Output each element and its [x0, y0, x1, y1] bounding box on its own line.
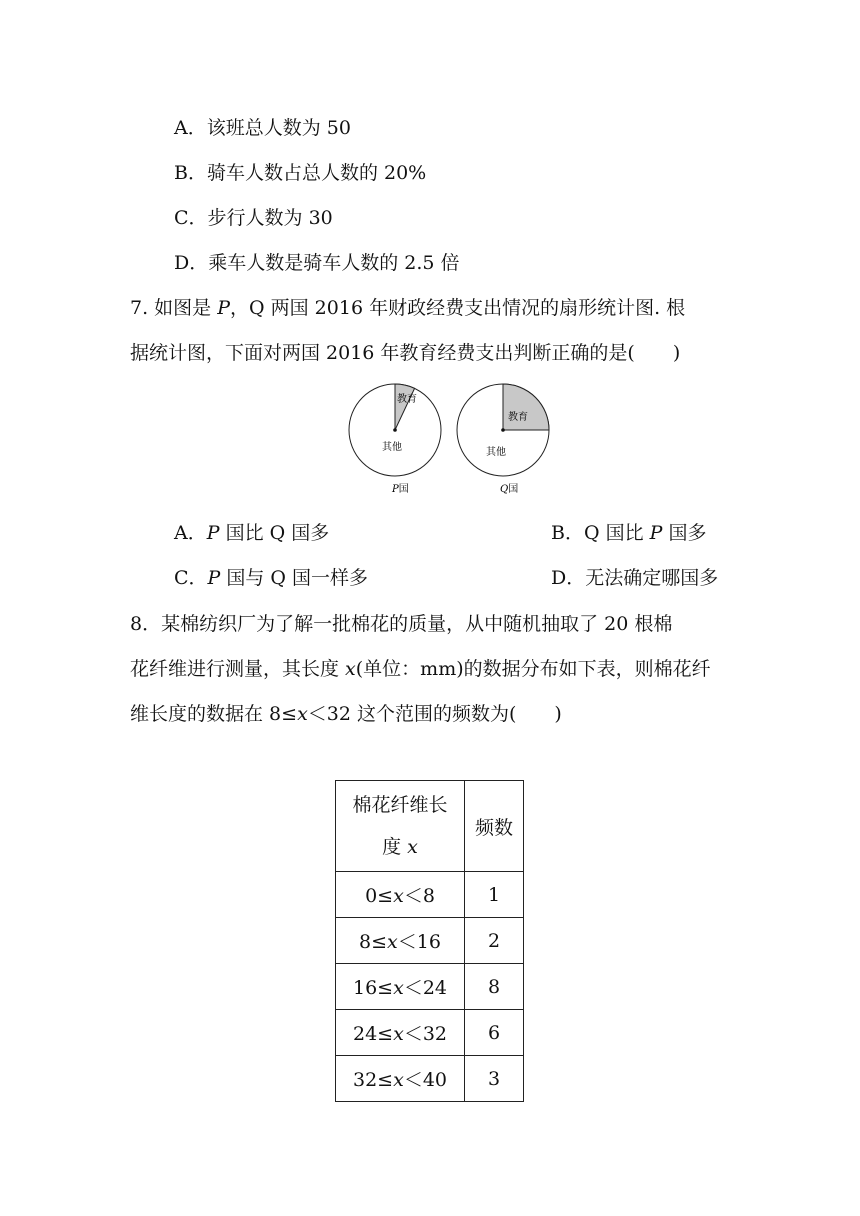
q7-pie-figure: [340, 380, 560, 500]
p-education-label: 教育: [397, 394, 417, 405]
q6-option-b: B．骑车人数占总人数的 20%: [174, 162, 427, 184]
q-education-slice: [503, 384, 549, 430]
q7-option-b: B．Q 国比 P 国多: [551, 522, 707, 544]
range-cell: 8≤x＜16: [336, 918, 465, 964]
q6-option-c: C．步行人数为 30: [174, 207, 333, 229]
q6-option-a: A．该班总人数为 50: [174, 117, 351, 139]
p-caption: P国: [392, 484, 409, 495]
frequency-cell: 3: [465, 1056, 524, 1102]
q8-stem-line2: 花纤维进行测量，其长度 x(单位：mm)的数据分布如下表，则棉花纤: [130, 658, 711, 680]
range-cell: 0≤x＜8: [336, 872, 465, 918]
table-row: [336, 964, 524, 1010]
q8-stem-line1: 8．某棉纺织厂为了解一批棉花的质量，从中随机抽取了 20 根棉: [130, 613, 673, 635]
table-row: [336, 1010, 524, 1056]
header-length: 棉花纤维长 度 x: [336, 781, 465, 872]
q7-stem-line2: 据统计图，下面对两国 2016 年教育经费支出判断正确的是( ): [130, 342, 681, 364]
table-row: [336, 918, 524, 964]
q7-option-c: C．P 国与 Q 国一样多: [174, 567, 369, 589]
q8-stem-line3: 维长度的数据在 8≤x＜32 这个范围的频数为( ): [130, 703, 562, 725]
header-frequency: 频数: [465, 781, 524, 872]
q-education-label: 教育: [508, 412, 528, 423]
frequency-table: [335, 780, 524, 1102]
range-cell: 16≤x＜24: [336, 964, 465, 1010]
q7-stem-line1: 7. 如图是 P，Q 两国 2016 年财政经费支出情况的扇形统计图. 根: [130, 297, 686, 319]
frequency-cell: 8: [465, 964, 524, 1010]
q7-option-d: D．无法确定哪国多: [551, 567, 719, 589]
q7-option-a: A．P 国比 Q 国多: [174, 522, 330, 544]
p-country-pie: [349, 384, 441, 495]
frequency-cell: 1: [465, 872, 524, 918]
frequency-cell: 2: [465, 918, 524, 964]
table-row: [336, 1056, 524, 1102]
table-header-row: [336, 781, 524, 872]
q-other-label: 其他: [486, 447, 506, 458]
q-country-pie: [457, 384, 549, 495]
q6-option-d: D．乘车人数是骑车人数的 2.5 倍: [174, 252, 460, 274]
table-row: [336, 872, 524, 918]
range-cell: 32≤x＜40: [336, 1056, 465, 1102]
q7-number: 7.: [130, 297, 149, 319]
p-other-label: 其他: [382, 442, 402, 453]
q-caption: Q国: [500, 484, 519, 495]
frequency-cell: 6: [465, 1010, 524, 1056]
range-cell: 24≤x＜32: [336, 1010, 465, 1056]
